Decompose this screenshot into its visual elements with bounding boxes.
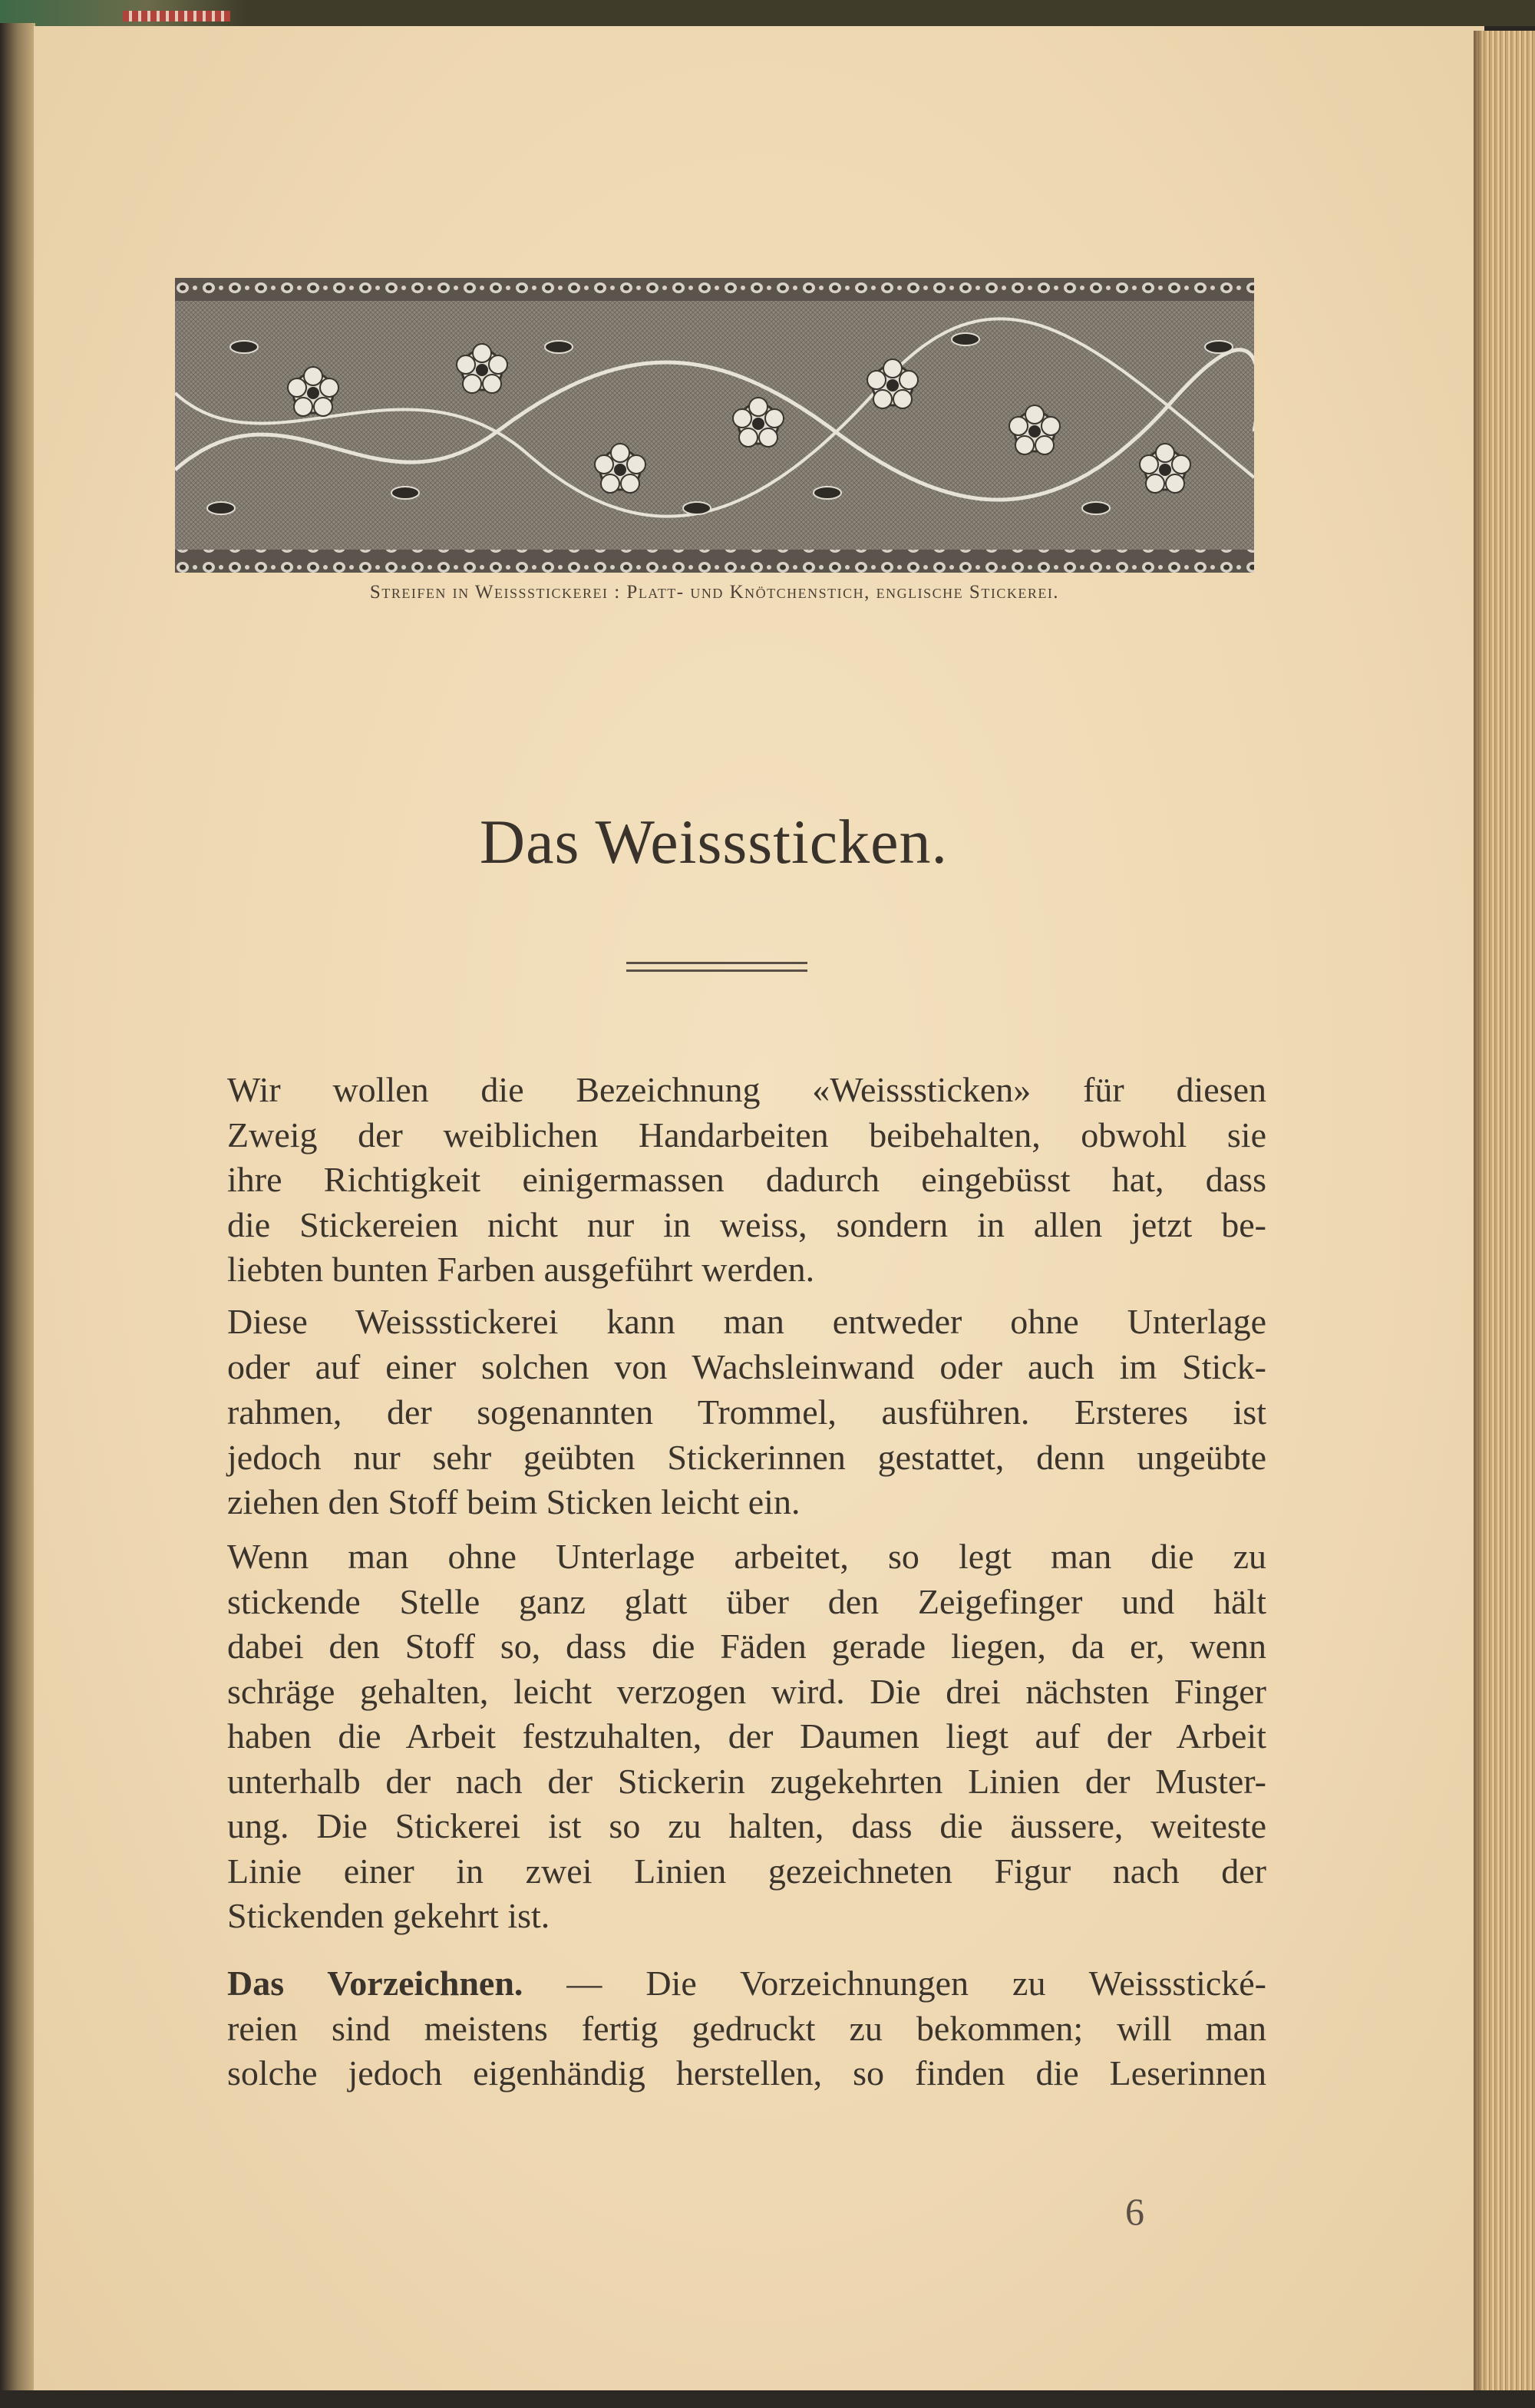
text-line: rahmen, der sogenannten Trommel, ausführen. Ersteres ist: [227, 1392, 1266, 1432]
text-line: Diese Weissstickerei kann man entweder ohne Unterlage: [227, 1302, 1266, 1341]
text-line: ung. Die Stickerei ist so zu halten, dass die äussere, weiteste: [227, 1806, 1266, 1845]
title-divider-top: [626, 962, 807, 964]
figure-caption: Streifen in Weissstickerei : Platt- und Knötchenstich, englische Stickerei.: [369, 582, 1060, 603]
text-line: haben die Arbeit festzuhalten, der Daumen liegt auf der Arbeit: [227, 1716, 1266, 1756]
text-line: Wenn man ohne Unterlage arbeitet, so legt man die zu: [227, 1537, 1266, 1576]
text-line: ihre Richtigkeit einigermassen dadurch eingebüsst hat, dass: [227, 1160, 1266, 1199]
text-line: solche jedoch eigenhändig herstellen, so finden die Leserinnen: [227, 2053, 1266, 2093]
page-edges: [1474, 31, 1535, 2408]
book-cover-top: [0, 0, 1535, 26]
title-divider-bottom: [626, 969, 807, 972]
text-line: die Stickereien nicht nur in weiss, sondern in allen jetzt be-: [227, 1205, 1266, 1244]
text-line: Stickenden gekehrt ist.: [227, 1896, 550, 1935]
text-line: ziehen den Stoff beim Sticken leicht ein.: [227, 1482, 801, 1521]
text-line: schräge gehalten, leicht verzogen wird. Die drei nächsten Finger: [227, 1672, 1266, 1711]
text-line: Zweig der weiblichen Handarbeiten beibehalten, obwohl sie: [227, 1115, 1266, 1154]
text-line: liebten bunten Farben ausgeführt werden.: [227, 1250, 815, 1289]
text-line: unterhalb der nach der Stickerin zugekehrten Linien der Muster-: [227, 1762, 1266, 1801]
text-line: Linie einer in zwei Linien gezeichneten Figur nach der: [227, 1851, 1266, 1891]
book-spine-edge: [0, 23, 35, 2408]
text-line: dabei den Stoff so, dass die Fäden gerade liegen, da er, wenn: [227, 1627, 1266, 1666]
embroidery-illustration: [175, 278, 1254, 573]
text-line: Wir wollen die Bezeichnung «Weisssticken» für diesen: [227, 1070, 1266, 1109]
text-line: oder auf einer solchen von Wachsleinwand oder auch im Stick-: [227, 1347, 1266, 1386]
text-run: — Die Vorzeichnungen zu Weissstické-: [523, 1964, 1266, 2003]
text-line: [227, 1962, 1266, 2005]
page-number: 6: [1125, 2190, 1144, 2233]
book-bottom-edge: [0, 2390, 1535, 2408]
text-line: jedoch nur sehr geübten Stickerinnen gestattet, denn ungeübte: [227, 1438, 1266, 1477]
text-line: stickende Stelle ganz glatt über den Zeigefinger und hält: [227, 1582, 1266, 1621]
text-line: reien sind meistens fertig gedruckt zu bekommen; will man: [227, 2009, 1266, 2048]
section-heading: Das Vorzeichnen.: [227, 1964, 523, 2003]
chapter-title: Das Weisssticken.: [479, 807, 949, 877]
